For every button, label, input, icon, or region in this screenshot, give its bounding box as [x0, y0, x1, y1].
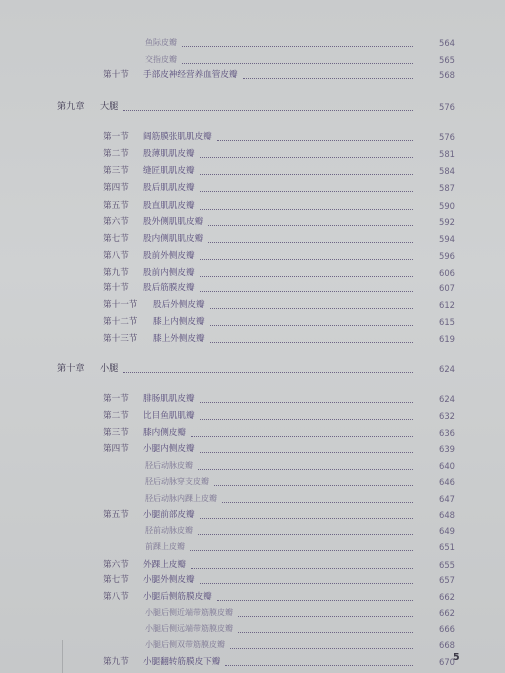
toc-entry-page: 636 [439, 428, 455, 438]
toc-entry-title: 胫后动脉皮瓣 [145, 461, 193, 470]
leader-dots [238, 602, 413, 617]
leader-dots [200, 262, 413, 277]
toc-entry-title: 大腿 [100, 101, 119, 112]
toc-entry-title: 股后筋膜皮瓣 [143, 283, 195, 293]
toc-entry-page: 576 [439, 102, 455, 112]
toc-entry-title: 胫后动脉穿支皮瓣 [145, 477, 209, 486]
toc-entry [0, 638, 505, 652]
toc-entry-page: 590 [439, 201, 455, 211]
toc-entry-page: 564 [439, 38, 455, 48]
margin-rule [62, 640, 63, 673]
toc-entry-label: 第十三节 [103, 334, 138, 344]
toc-entry-title: 小腿前部皮瓣 [143, 510, 195, 520]
toc-entry-page: 666 [439, 624, 455, 634]
toc-entry-page: 596 [439, 251, 455, 261]
toc-entry-page: 624 [439, 394, 455, 404]
toc-entry-title: 小腿后侧近端带筋膜皮瓣 [145, 608, 233, 617]
toc-entry [0, 100, 505, 114]
toc-entry-label: 第九节 [103, 268, 129, 278]
toc-entry-page: 649 [439, 526, 455, 536]
toc-entry-title: 胫后动脉内踝上皮瓣 [145, 494, 217, 503]
leader-dots [217, 126, 413, 141]
toc-entry-page: 607 [439, 283, 455, 293]
toc-entry-label: 第五节 [103, 201, 129, 211]
toc-entry [0, 475, 505, 489]
toc-entry [0, 298, 505, 312]
toc-entry-label: 第五节 [103, 510, 129, 520]
toc-entry-page: 587 [439, 183, 455, 193]
toc-entry-page: 670 [439, 657, 455, 667]
leader-dots [200, 277, 413, 292]
toc-entry-title: 股后外侧皮瓣 [153, 300, 205, 310]
toc-entry-page: 655 [439, 560, 455, 570]
toc-entry-title: 小腿后侧双带筋膜皮瓣 [145, 640, 225, 649]
toc-entry [0, 281, 505, 295]
leader-dots [210, 311, 413, 326]
toc-entry-page: 647 [439, 494, 455, 504]
toc-entry [0, 249, 505, 263]
toc-entry-label: 第四节 [103, 183, 129, 193]
toc-entry-page: 592 [439, 217, 455, 227]
toc-entry-title: 小腿外侧皮瓣 [143, 575, 195, 585]
toc-entry-page: 576 [439, 132, 455, 142]
toc-entry-page: 662 [439, 608, 455, 618]
leader-dots [200, 569, 413, 584]
leader-dots [123, 96, 413, 111]
toc-entry [0, 147, 505, 161]
toc-entry-label: 第十节 [103, 283, 129, 293]
leader-dots [225, 651, 413, 666]
toc-entry-page: 639 [439, 444, 455, 454]
toc-entry-page: 581 [439, 149, 455, 159]
toc-entry-label: 第三节 [103, 428, 129, 438]
page-number: 5 [453, 652, 460, 663]
toc-entry-title: 小腿翻转筋膜皮下瓣 [143, 657, 221, 667]
toc-entry-label: 第十二节 [103, 317, 138, 327]
toc-entry-title: 膝上外侧皮瓣 [153, 334, 205, 344]
toc-entry-page: 615 [439, 317, 455, 327]
leader-dots [230, 634, 413, 649]
toc-entry [0, 315, 505, 329]
toc-entry-label: 第二节 [103, 411, 129, 421]
toc-entry [0, 332, 505, 346]
toc-entry-title: 股内侧肌肌皮瓣 [143, 234, 204, 244]
toc-entry-title: 膝上内侧皮瓣 [153, 317, 205, 327]
toc-entry-label: 第六节 [103, 217, 129, 227]
toc-entry-title: 比目鱼肌肌瓣 [143, 411, 195, 421]
leader-dots [217, 586, 413, 601]
toc-entry-page: 606 [439, 268, 455, 278]
toc-entry-title: 膝内侧皮瓣 [143, 428, 186, 438]
toc-entry [0, 232, 505, 246]
leader-dots [210, 328, 413, 343]
toc-entry-title: 小腿 [100, 363, 119, 374]
toc-entry-title: 小腿内侧皮瓣 [143, 444, 195, 454]
toc-entry-title: 外踝上皮瓣 [143, 560, 186, 570]
leader-dots [200, 388, 413, 403]
toc-entry-label: 第四节 [103, 444, 129, 454]
toc-entry-page: 584 [439, 166, 455, 176]
toc-entry-label: 第十一节 [103, 300, 138, 310]
toc-entry [0, 68, 505, 82]
toc-entry-label: 第八节 [103, 592, 129, 602]
leader-dots [214, 471, 413, 486]
leader-dots [243, 64, 413, 79]
leader-dots [222, 488, 413, 503]
toc-entry-title: 胫前动脉皮瓣 [145, 526, 193, 535]
toc-entry-label: 第一节 [103, 394, 129, 404]
toc-entry-page: 640 [439, 461, 455, 471]
toc-entry-page: 612 [439, 300, 455, 310]
leader-dots [200, 177, 413, 192]
toc-entry-label: 第九节 [103, 657, 129, 667]
toc-entry [0, 130, 505, 144]
leader-dots [198, 520, 413, 535]
leader-dots [208, 211, 413, 226]
toc-entry-label: 第七节 [103, 234, 129, 244]
toc-entry-title: 股后肌肌皮瓣 [143, 183, 195, 193]
leader-dots [210, 294, 413, 309]
toc-entry [0, 540, 505, 554]
toc-entry-title: 小腿后侧远端带筋膜皮瓣 [145, 624, 233, 633]
toc-entry [0, 573, 505, 587]
toc-entry [0, 215, 505, 229]
toc-entry [0, 36, 505, 50]
toc-entry-label: 第七节 [103, 575, 129, 585]
leader-dots [190, 536, 413, 551]
leader-dots [238, 618, 413, 633]
toc-entry-page: 568 [439, 70, 455, 80]
toc-entry-page: 619 [439, 334, 455, 344]
toc-entry-page: 657 [439, 575, 455, 585]
leader-dots [200, 504, 413, 519]
leader-dots [123, 358, 413, 373]
leader-dots [200, 195, 413, 210]
leader-dots [200, 438, 413, 453]
toc-entry-label: 第九章 [57, 101, 85, 112]
toc-entry [0, 362, 505, 376]
toc-entry-title: 鱼际皮瓣 [145, 38, 177, 47]
toc-entry-title: 股直肌肌皮瓣 [143, 201, 195, 211]
toc-entry [0, 409, 505, 423]
leader-dots [200, 160, 413, 175]
toc-entry-page: 646 [439, 477, 455, 487]
toc-entry-title: 腓肠肌肌皮瓣 [143, 394, 195, 404]
toc-entry-page: 651 [439, 542, 455, 552]
leader-dots [182, 32, 413, 47]
toc-entry-label: 第二节 [103, 149, 129, 159]
toc-entry-title: 阔筋膜张肌肌皮瓣 [143, 132, 212, 142]
toc-entry-title: 交指皮瓣 [145, 55, 177, 64]
toc-entry [0, 442, 505, 456]
leader-dots [191, 554, 413, 569]
toc-entry-title: 股外侧肌肌皮瓣 [143, 217, 204, 227]
toc-entry-title: 股前外侧皮瓣 [143, 251, 195, 261]
toc-entry-title: 小腿后侧筋膜皮瓣 [143, 592, 212, 602]
toc-entry-page: 594 [439, 234, 455, 244]
toc-entry-label: 第三节 [103, 166, 129, 176]
toc-entry-page: 648 [439, 510, 455, 520]
toc-entry-title: 股薄肌肌皮瓣 [143, 149, 195, 159]
toc-entry [0, 164, 505, 178]
leader-dots [182, 49, 413, 64]
toc-entry-page: 624 [439, 364, 455, 374]
toc-entry-page: 662 [439, 592, 455, 602]
leader-dots [200, 143, 413, 158]
toc-entry-title: 缝匠肌肌皮瓣 [143, 166, 195, 176]
leader-dots [208, 228, 413, 243]
toc-entry-title: 前踝上皮瓣 [145, 542, 185, 551]
toc-entry [0, 181, 505, 195]
toc-entry-page: 632 [439, 411, 455, 421]
toc-entry-title: 手部皮神经营养血管皮瓣 [143, 70, 238, 80]
toc-entry-title: 股前内侧皮瓣 [143, 268, 195, 278]
leader-dots [198, 455, 413, 470]
leader-dots [191, 422, 413, 437]
toc-entry-page: 668 [439, 640, 455, 650]
toc-entry-label: 第八节 [103, 251, 129, 261]
leader-dots [200, 245, 413, 260]
toc-entry [0, 655, 505, 669]
toc-entry-label: 第十章 [57, 363, 85, 374]
toc-entry-label: 第六节 [103, 560, 129, 570]
toc-entry-label: 第十节 [103, 70, 129, 80]
toc-entry-page: 565 [439, 55, 455, 65]
toc-entry [0, 392, 505, 406]
toc-entry-label: 第一节 [103, 132, 129, 142]
leader-dots [200, 405, 413, 420]
